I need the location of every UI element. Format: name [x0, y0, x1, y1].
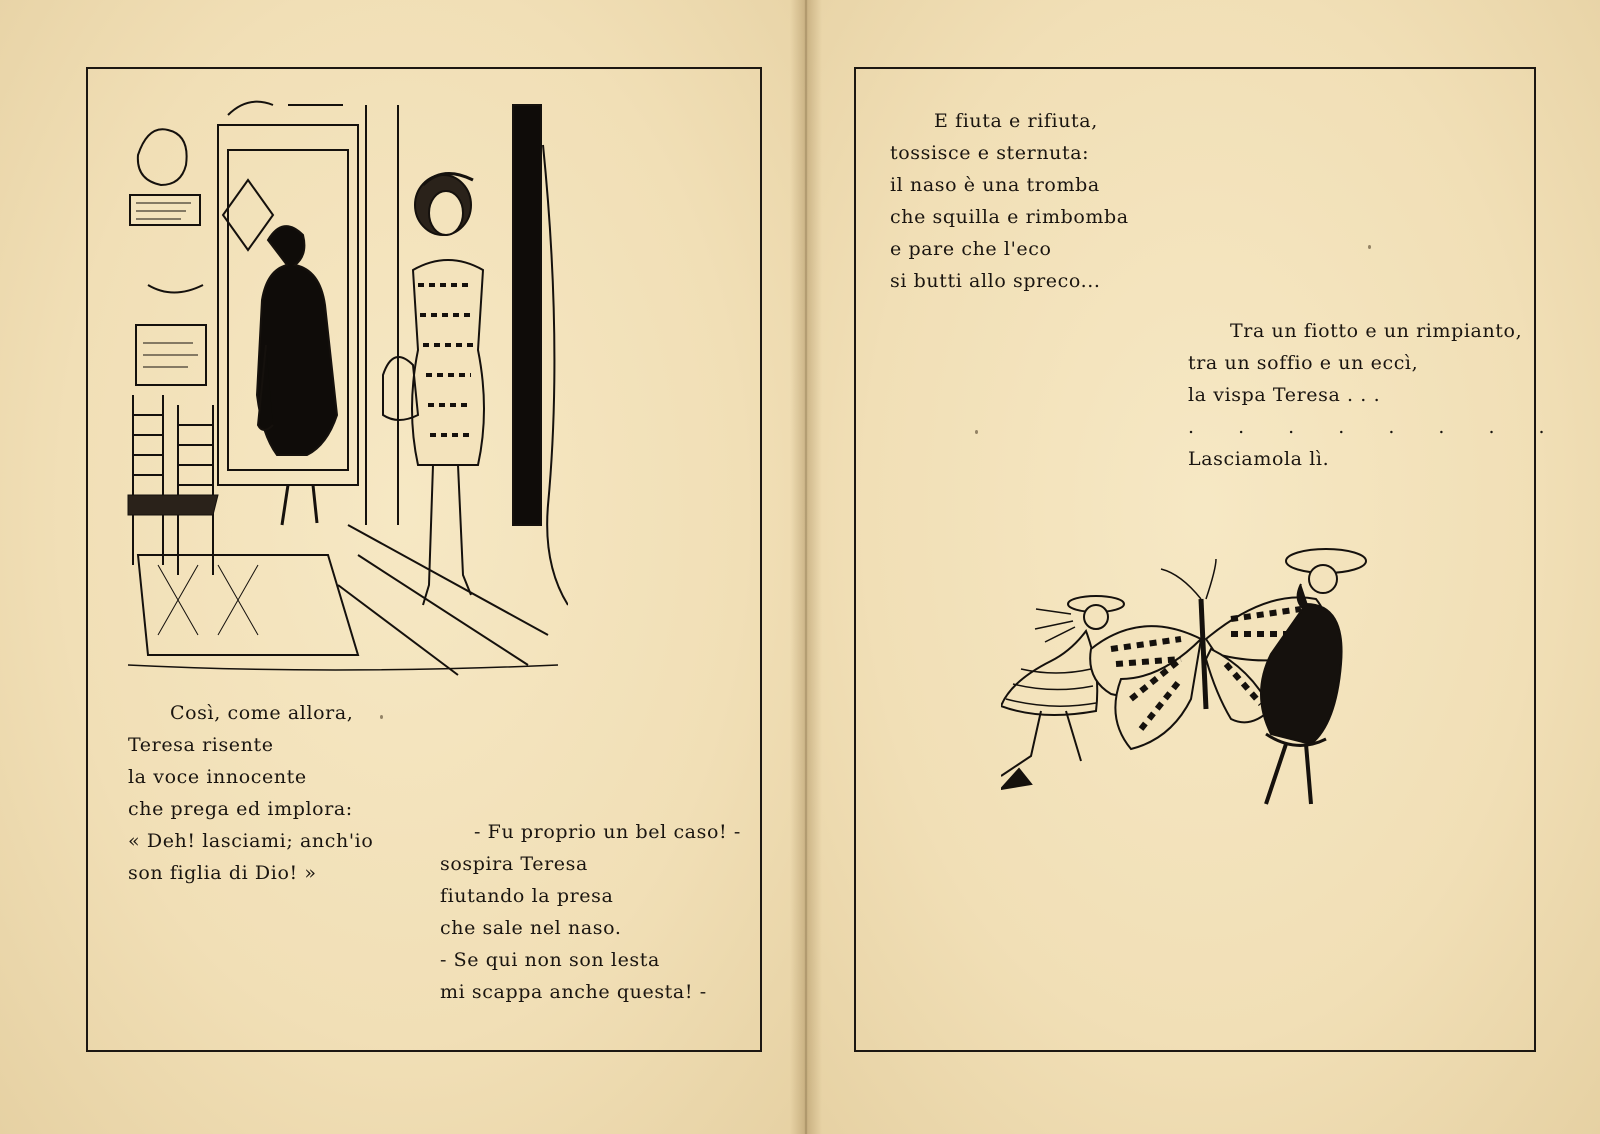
- right-page-frame: [854, 67, 1564, 1052]
- left-verse-stanza-2: [440, 816, 741, 1008]
- verse-line: la vispa Teresa . . .: [1188, 384, 1381, 406]
- verse-line: sospira Teresa: [440, 853, 588, 875]
- verse-line: si butti allo spreco...: [890, 270, 1101, 292]
- verse-line: tra un soffio e un eccì,: [1188, 352, 1419, 374]
- verse-line: fiutando la presa: [440, 885, 614, 907]
- paper-speck: [380, 715, 383, 719]
- verse-line: - Fu proprio un bel caso! -: [474, 821, 741, 843]
- verse-line: tossisce e sternuta:: [890, 142, 1090, 164]
- verse-line: Tra un fiotto e un rimpianto,: [1230, 320, 1523, 342]
- paper-speck: [975, 430, 978, 434]
- verse-line: il naso è una tromba: [890, 174, 1100, 196]
- paper-speck: [1368, 245, 1371, 249]
- verse-line: la voce innocente: [128, 766, 307, 788]
- left-verse-stanza-1: [128, 697, 373, 889]
- verse-line: e pare che l'eco: [890, 238, 1052, 260]
- verse-line: « Deh! lasciami; anch'io: [128, 830, 374, 852]
- verse-line: Teresa risente: [128, 734, 274, 756]
- verse-line: mi scappa anche questa! -: [440, 981, 707, 1003]
- verse-line: che prega ed implora:: [128, 798, 353, 820]
- verse-line: E fiuta e rifiuta,: [934, 110, 1098, 132]
- right-page: [806, 0, 1600, 1134]
- left-page-frame: [86, 67, 762, 1052]
- verse-line: che sale nel naso.: [440, 917, 622, 939]
- verse-line: che squilla e rimbomba: [890, 206, 1129, 228]
- verse-line: . . . . . . . .: [1188, 416, 1564, 438]
- right-verse-stanza-1: [890, 105, 1129, 297]
- butterfly-girls-illustration: [1001, 539, 1391, 819]
- verse-line: son figlia di Dio! »: [128, 862, 317, 884]
- verse-line: Così, come allora,: [170, 702, 354, 724]
- verse-line: Lasciamola lì.: [1188, 448, 1330, 470]
- street-scene-illustration: [108, 85, 568, 685]
- right-verse-stanza-2: [1188, 315, 1564, 475]
- book-gutter: [790, 0, 822, 1134]
- verse-line: - Se qui non son lesta: [440, 949, 660, 971]
